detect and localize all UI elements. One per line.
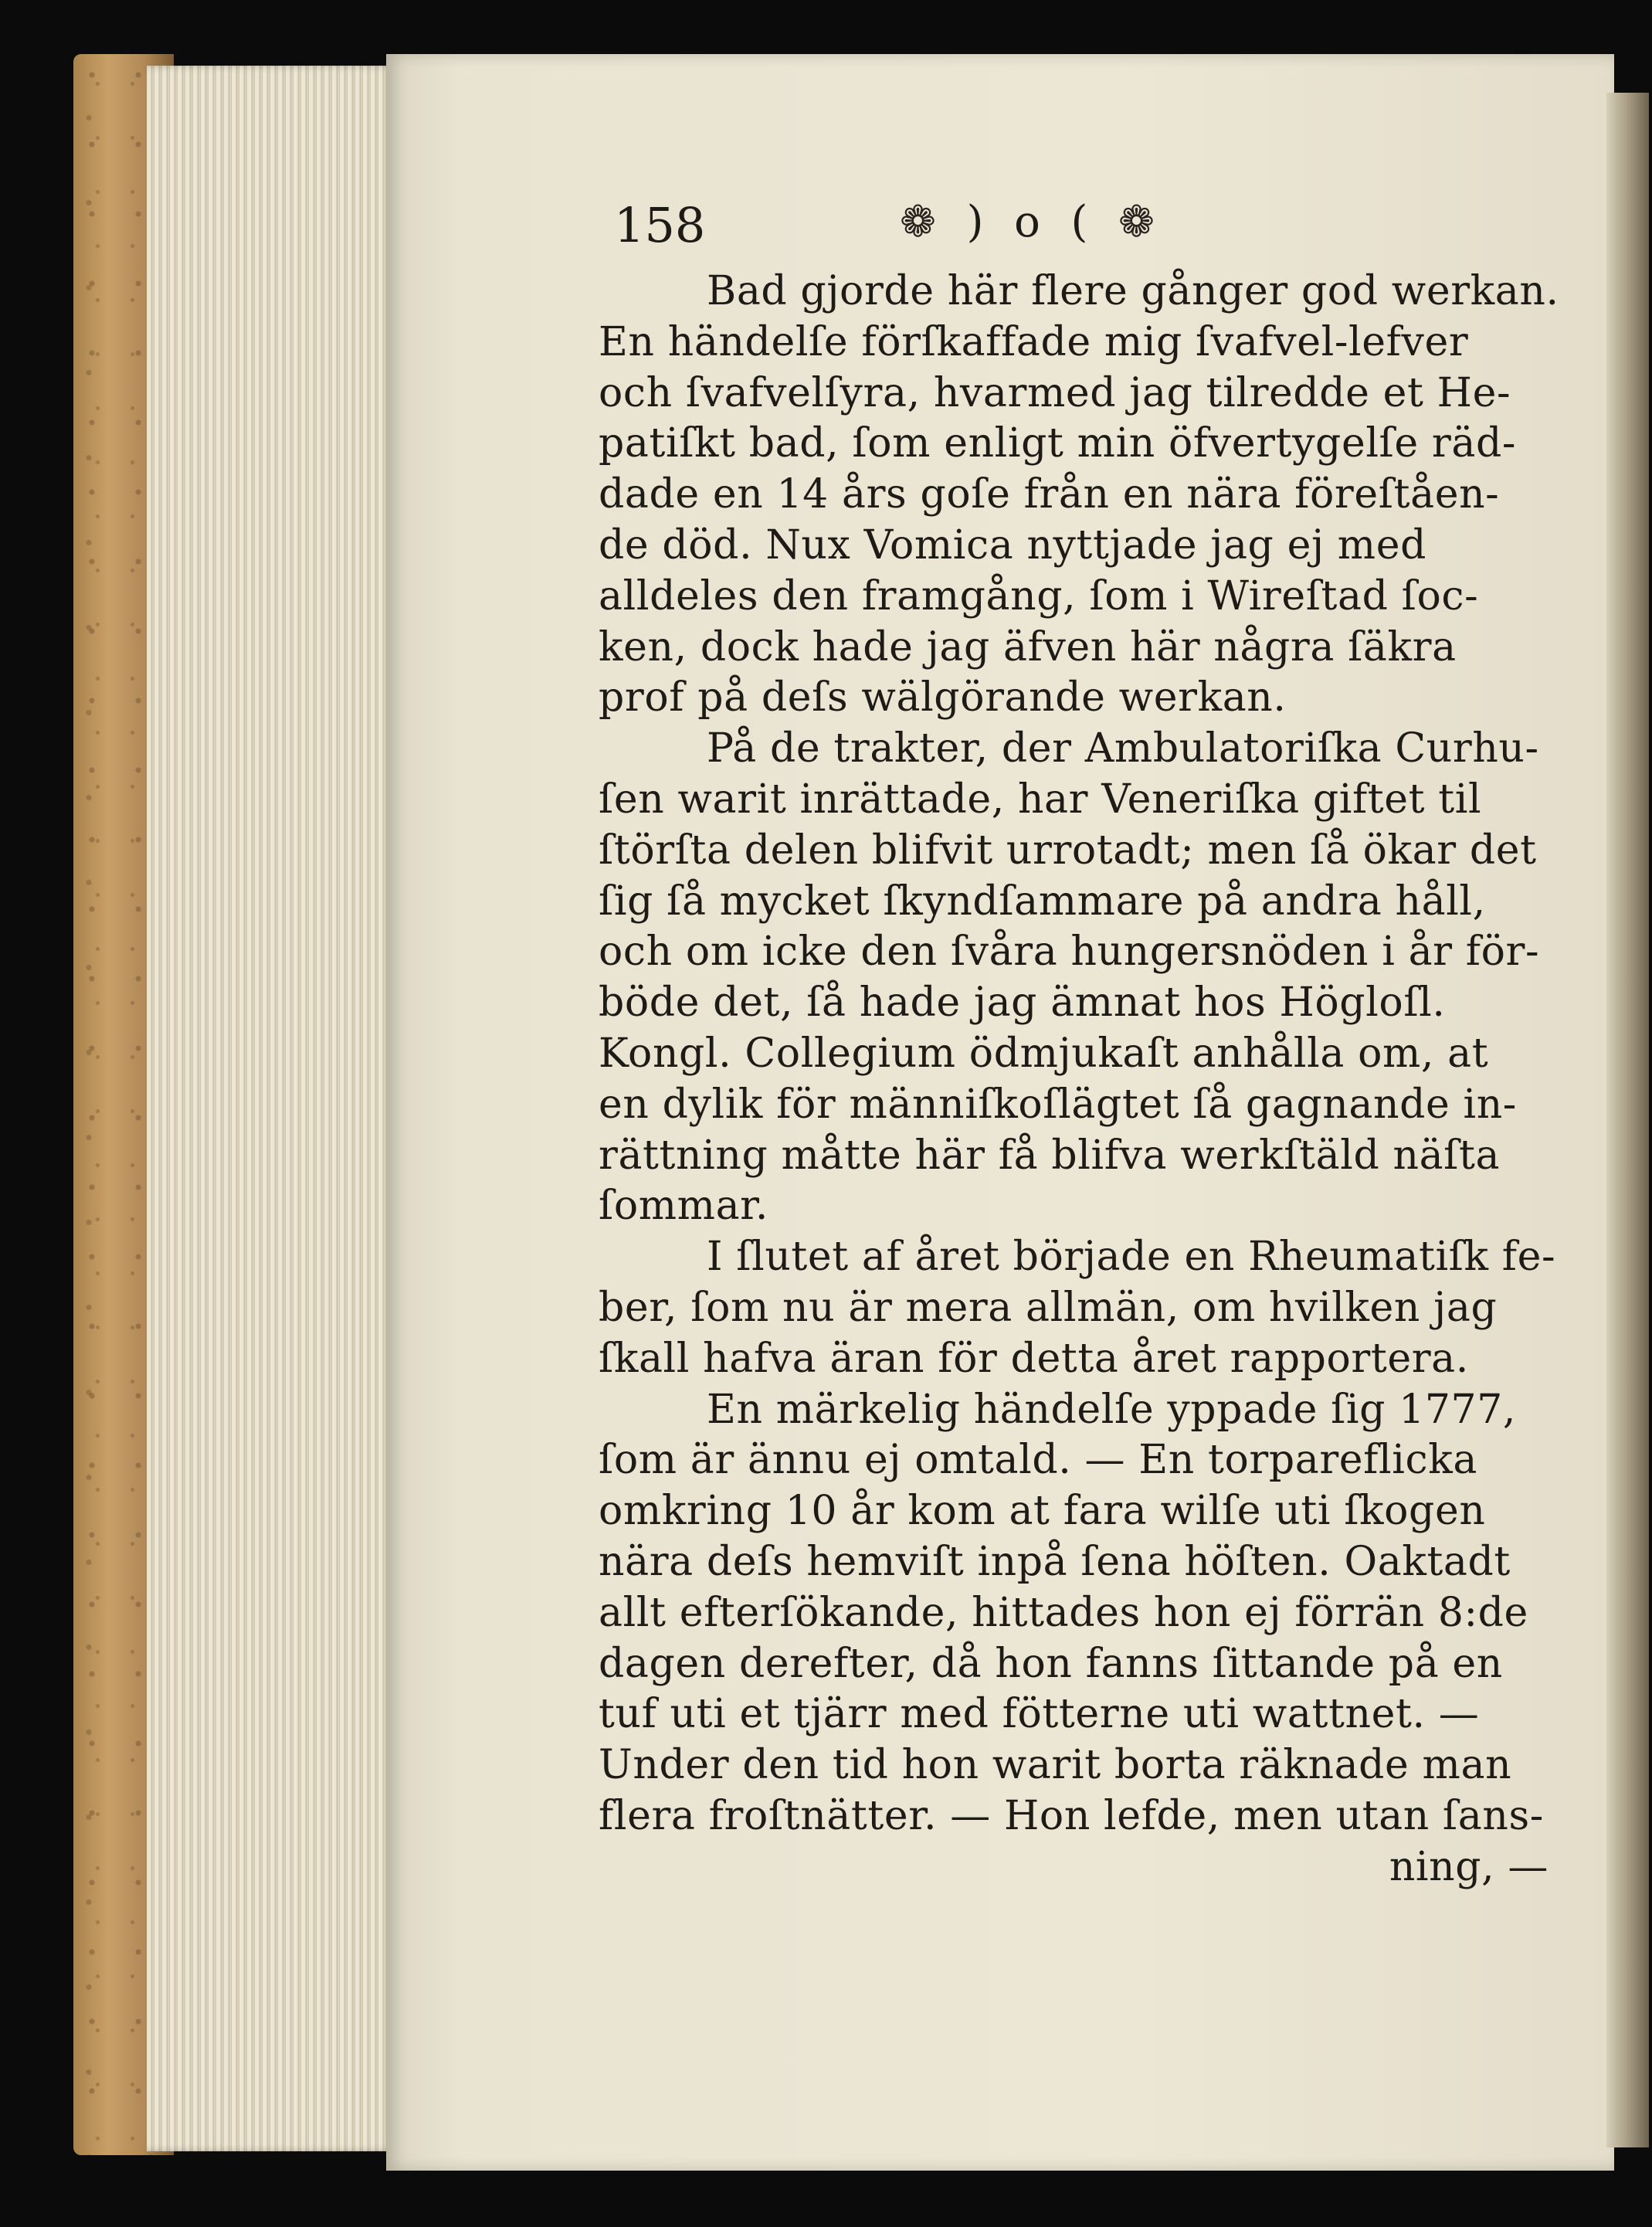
text-line: dade en 14 års goſe från en nära föreſtåen- (599, 471, 1500, 518)
header-ornament (900, 197, 1155, 247)
page-content (599, 197, 1559, 1893)
page-stack-edge (147, 66, 402, 2151)
text-line: de död. Nux Vomica nyttjade jag ej med (599, 521, 1426, 569)
text-line: patiſkt bad, ſom enligt min öfvertygelſe räd- (599, 420, 1517, 467)
text-line: böde det, ſå hade jag ämnat hos Högloſl. (599, 979, 1446, 1027)
fleuron-left-icon: ❁ (900, 197, 936, 247)
page-number: 158 (614, 197, 706, 253)
running-header (599, 197, 1556, 266)
text-line: ſom är ännu ej omtald. — En torpareflicka (599, 1437, 1477, 1484)
center-mark: o (1014, 197, 1040, 247)
bracket-right: ( (1070, 197, 1088, 247)
text-line: På de trakter, der Ambulatoriſka Curhu- (707, 725, 1539, 772)
text-line: tuf uti et tjärr med fötterne uti wattnet. — (599, 1691, 1480, 1738)
text-line: ſen warit inrättade, har Veneriſka giftet til (599, 776, 1482, 823)
text-line: ber, ſom nu är mera allmän, om hvilken jag (599, 1284, 1498, 1331)
text-line: Bad gjorde här flere gånger god werkan. (707, 268, 1559, 314)
text-line: Under den tid hon warit borta räknade man (599, 1742, 1512, 1789)
text-line: prof på deſs wälgörande werkan. (599, 674, 1287, 721)
text-line: allt efterſökande, hittades hon ej förrän 8:de (599, 1589, 1528, 1636)
fleuron-right-icon: ❁ (1118, 197, 1155, 247)
text-line: nära deſs hemviſt inpå ſena höſten. Oaktadt (599, 1538, 1511, 1585)
text-line: I ſlutet af året började en Rheumatiſk fe- (707, 1234, 1556, 1281)
text-line: ſommar. (599, 1183, 769, 1230)
catchword-line: ning, — (1389, 1843, 1549, 1890)
text-line: dagen derefter, då hon fanns ſittande på en (599, 1640, 1503, 1687)
page-gutter (1606, 93, 1649, 2147)
text-line: ken, dock hade jag äfven här några ſäkra (599, 623, 1457, 670)
text-line: en dylik för männiſkoſlägtet ſå gagnande in- (599, 1081, 1517, 1128)
text-line: och ſvafvelſyra, hvarmed jag tilredde et He- (599, 369, 1511, 416)
text-line: alldeles den framgång, ſom i Wireſtad ſoc- (599, 572, 1479, 620)
text-line: ſig ſå mycket ſkyndſammare på andra håll, (599, 878, 1486, 925)
text-line: ſtörſta delen blifvit urrotadt; men ſå ökar det (599, 827, 1537, 874)
text-line: ſkall hafva äran för detta året rapportera. (599, 1335, 1469, 1382)
text-line: En märkelig händelſe yppade ſig 1777, (707, 1386, 1517, 1433)
text-line: flera froſtnätter. — Hon lefde, men utan ſans- (599, 1792, 1544, 1839)
text-line: En händelſe förſkaffade mig ſvafvel-lefver (599, 318, 1469, 365)
text-line: omkring 10 år kom at fara wilſe uti ſkogen (599, 1488, 1486, 1535)
bracket-left: ) (966, 197, 984, 247)
text-line: rättning måtte här få blifva werkſtäld näſta (599, 1132, 1501, 1179)
text-line: Kongl. Collegium ödmjukaſt anhålla om, at (599, 1030, 1489, 1077)
text-line: och om icke den ſvåra hungersnöden i år för- (599, 928, 1540, 976)
body-text (599, 266, 1559, 1893)
